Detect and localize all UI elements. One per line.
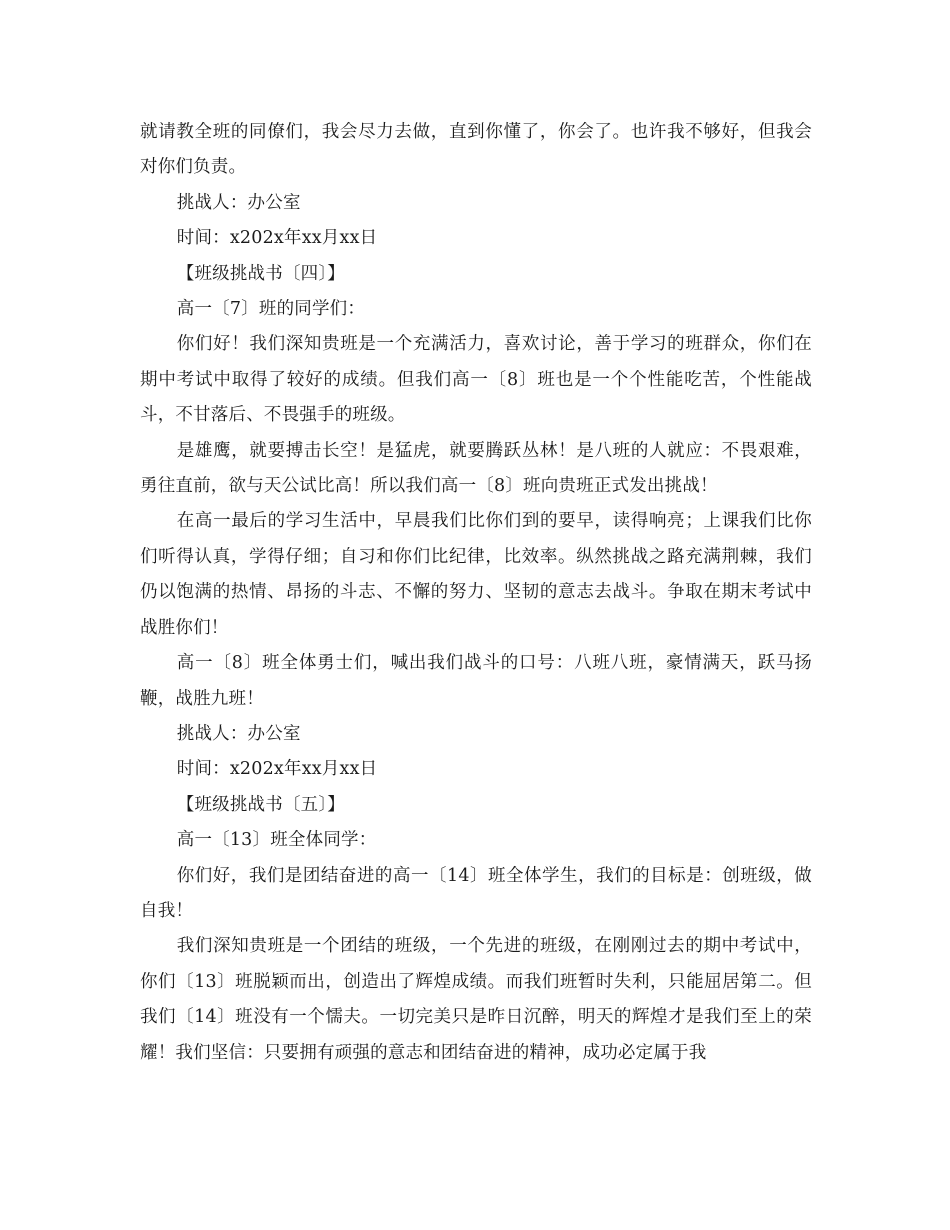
paragraph: 在高一最后的学习生活中，早晨我们比你们到的要早，读得响亮；上课我们比你们听得认真，学得仔细；自习和你们比纪律，比效率。纵然挑战之路充满荆棘，我们仍以饱满的热情、昂扬的斗志、不懈的努力、坚韧的意志去战斗。争取在期末考试中战胜你们！ — [140, 511, 812, 638]
signature-challenger: 挑战人：办公室 — [176, 192, 301, 213]
signature-date: 时间：x202x年xx月xx日 — [176, 759, 378, 780]
section-heading-5: 【班级挑战书〔五〕】 — [176, 794, 345, 815]
paragraph: 我们深知贵班是一个团结的班级，一个先进的班级，在刚刚过去的期中考试中，你们〔13〕班脱颖而出，创造出了辉煌成绩。而我们班暂时失利，只能屈居第二。但我们〔14〕班没有一个懦夫。一切完美只是昨日沉醉，明天的辉煌才是我们至上的荣耀！我们坚信：只要拥有顽强的意志和团结奋进的精神，成功必定属于我 — [140, 936, 812, 1063]
paragraph: 你们好！我们深知贵班是一个充满活力，喜欢讨论，善于学习的班群众，你们在期中考试中取得了较好的成绩。但我们高一〔8〕班也是一个个性能吃苦，个性能战斗，不甘落后、不畏强手的班级。 — [140, 334, 812, 426]
salutation: 高一〔13〕班全体同学： — [176, 830, 377, 851]
salutation: 高一〔7〕班的同学们： — [176, 299, 366, 320]
signature-date: 时间：x202x年xx月xx日 — [176, 228, 378, 249]
section-heading-4: 【班级挑战书〔四〕】 — [176, 263, 345, 284]
paragraph: 是雄鹰，就要搏击长空！是猛虎，就要腾跃丛林！是八班的人就应：不畏艰难，勇往直前，欲与天公试比高！所以我们高一〔8〕班向贵班正式发出挑战！ — [140, 440, 812, 497]
paragraph-continuation: 就请教全班的同僚们，我会尽力去做，直到你懂了，你会了。也许我不够好，但我会对你们负责。 — [140, 122, 812, 178]
paragraph: 高一〔8〕班全体勇士们，喊出我们战斗的口号：八班八班，豪情满天，跃马扬鞭，战胜九班！ — [140, 653, 812, 709]
document-body — [140, 115, 812, 1071]
signature-challenger: 挑战人：办公室 — [176, 723, 301, 744]
paragraph: 你们好，我们是团结奋进的高一〔14〕班全体学生，我们的目标是：创班级，做自我！ — [140, 865, 812, 921]
